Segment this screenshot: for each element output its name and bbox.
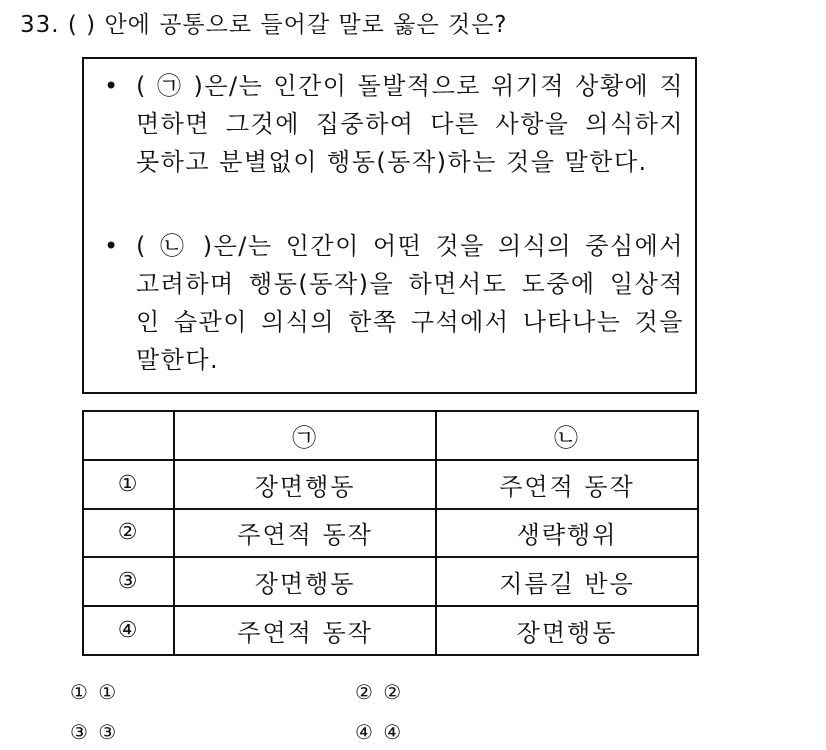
table-cell: 주연적 동작 [436,460,698,509]
row-number: ② [83,509,174,558]
table-cell: 주연적 동작 [174,509,436,558]
choice-4[interactable]: ④ ④ [355,720,402,744]
question-text: 33. ( ) 안에 공통으로 들어갈 말로 옳은 것은? [20,12,508,38]
bullet-text: ( ㉠ )은/는 인간이 돌발적으로 위기적 상황에 직면하면 그것에 집중하여 다른 사항을 의식하지 못하고 분별없이 행동(동작)하는 것을 말한다. [136,72,684,176]
answer-table [82,410,699,656]
row-number: ③ [83,557,174,606]
choice-1[interactable]: ① ① [70,680,117,704]
table-row [83,460,698,509]
bullet-text: ( ㉡ )은/는 인간이 어떤 것을 의식의 중심에서 고려하며 행동(동작)을 하면서도 도중에 일상적인 습관이 의식의 한쪽 구석에서 나타나는 것을 말한다. [136,232,684,374]
table-cell: 장면행동 [436,606,698,655]
row-number: ④ [83,606,174,655]
table-row [83,509,698,558]
choice-2[interactable]: ② ② [355,680,402,704]
row-number: ① [83,460,174,509]
table-cell: 지름길 반응 [436,557,698,606]
table-header-cell [83,411,174,460]
bullet-marker: • [104,232,120,260]
table-cell: 주연적 동작 [174,606,436,655]
passage-box [82,57,697,394]
table-header-row [83,411,698,460]
passage-bullet [104,67,684,181]
bullet-marker: • [104,72,120,100]
passage-bullet [104,227,684,379]
table-row [83,557,698,606]
table-header-cell: ㉡ [436,411,698,460]
table-cell: 생략행위 [436,509,698,558]
table-cell: 장면행동 [174,460,436,509]
table-row [83,606,698,655]
table-cell: 장면행동 [174,557,436,606]
table-header-cell: ㉠ [174,411,436,460]
choice-3[interactable]: ③ ③ [70,720,117,744]
